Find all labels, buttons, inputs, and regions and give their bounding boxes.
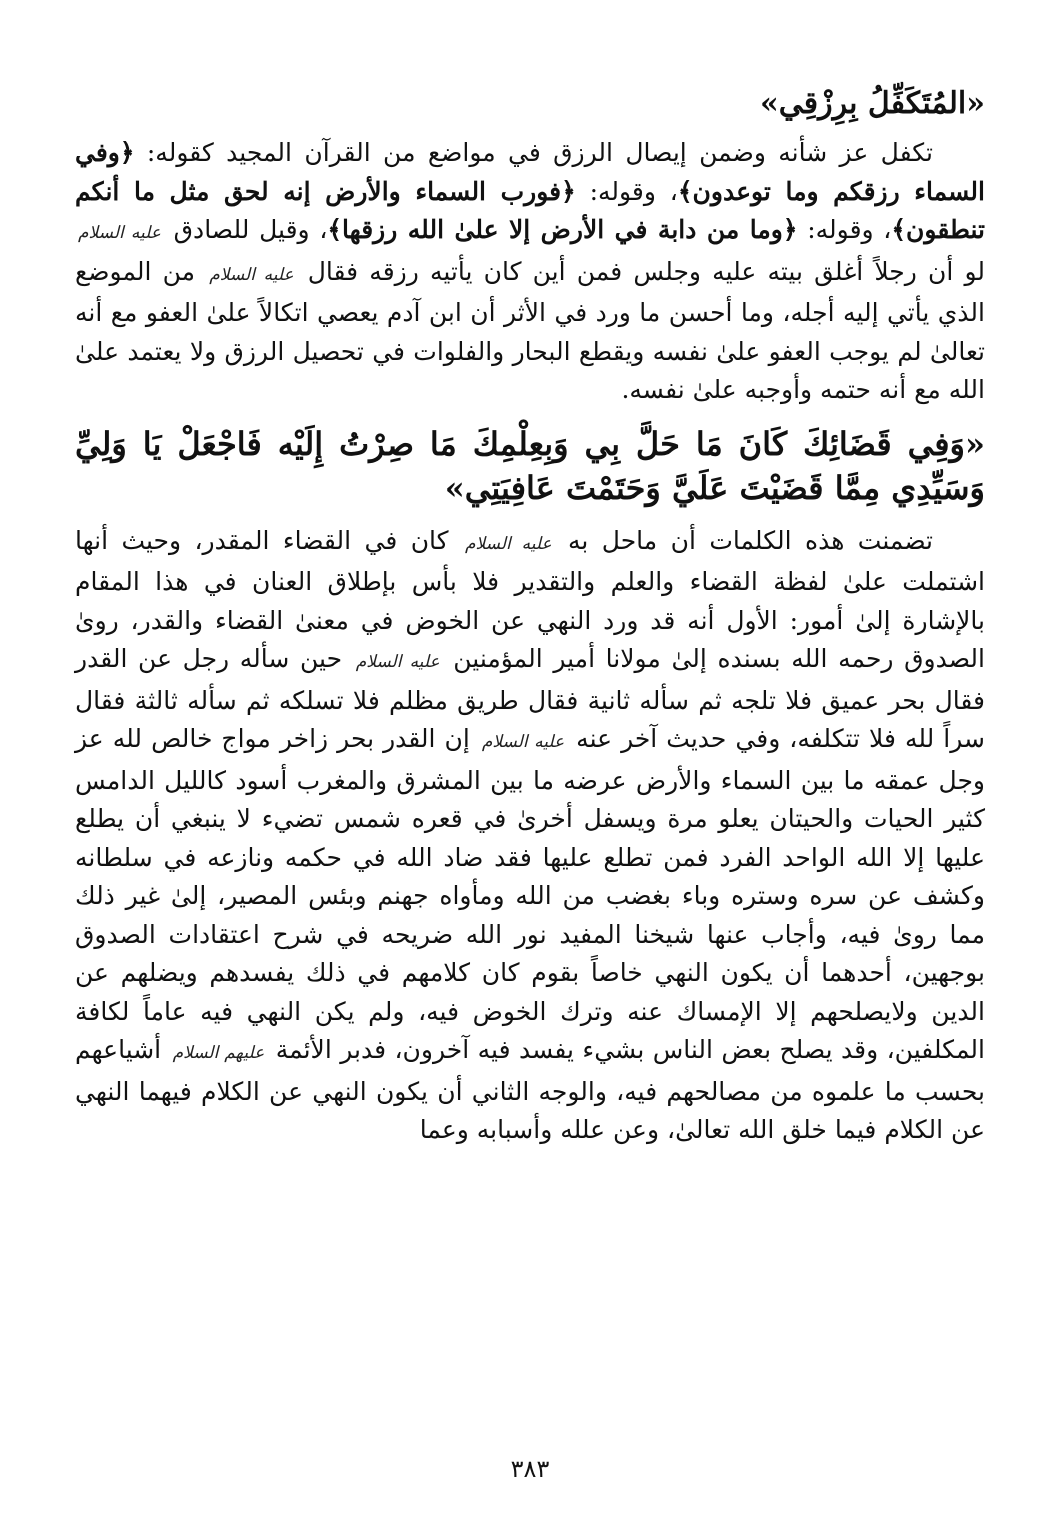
text-run: كان في القضاء المقدر، وحيث أنها اشتملت علىٰ لفظة القضاء والعلم والتقدير فلا بأس بإطلاق العنان في هذا المقام بالإشارة إلىٰ أمور: الأول أنه قد ورد النهي عن الخوض في معنىٰ القضاء والقدر، روىٰ الصدوق رحمه الله بسنده إلىٰ مولانا أمير المؤمنين	[75, 525, 985, 673]
text-run: ، وقوله:	[575, 176, 678, 206]
text-run: أشياعهم بحسب ما علموه من مصالحهم فيه، والوجه الثاني أن يكون النهي عن الكلام فيهما النهي عن الكلام فيما خلق الله تعالىٰ، وعن علله وأسبابه وعما	[75, 1035, 985, 1144]
text-run: إن القدر بحر زاخر مواج خالص لله عز وجل عمقه ما بين السماء والأرض عرضه ما بين المشرق والمغرب أسود كالليل الدامس كثير الحيات والحيتان يعلو مرة ويسفل أخرىٰ في قعره شمس تضيء لا ينبغي أن يطلع عليها إلا الله الواحد الفرد فمن تطلع عليها فقد ضاد الله في حكمه ونازعه في سلطانه وكشف عن سره وستره وباء بغضب من الله ومأواه جهنم وبئس المصير، إلىٰ غير ذلك مما روىٰ فيه، وأجاب عنها شيخنا المفيد نور الله ضريحه في شرح اعتقادات الصدوق بوجهين، أحدهما أن يكون النهي خاصاً بقوم كان كلامهم في ذلك يفسدهم ويضلهم عن الدين ولايصلحهم إلا الإمساك عنه وترك الخوض فيه، ولم يكن النهي فيه عاماً لكافة المكلفين، وقد يصلح بعض الناس بشيء يفسد فيه آخرون، فدبر الأئمة	[75, 724, 986, 1064]
text-run: ، وقوله:	[797, 215, 892, 244]
text-run: من الموضع الذي يأتي إليه أجله، وما أحسن ما ورد في الأثر أن ابن آدم يعصي اتكالاً علىٰ العفو مع أنه تعالىٰ لم يوجب العفو علىٰ نفسه ويقطع البحار والفلوات في تحصيل الرزق ولا يعتمد علىٰ الله مع أنه حتمه وأوجبه علىٰ نفسه.	[75, 256, 985, 404]
text-run: ، وقيل للصادق	[163, 215, 328, 244]
quran-quote: ﴿وما من دابة في الأرض إلا علىٰ الله رزقها﴾	[327, 215, 798, 244]
paragraph-rizq	[75, 134, 985, 410]
paragraph-qada-qadar	[75, 522, 985, 1150]
page-number: ٣٨٣	[510, 1455, 550, 1483]
honorific-mark: عليه السلام	[78, 223, 161, 243]
supplication-quote: «وَفِي قَضَائِكَ كَانَ مَا حَلَّ بِي وَبِعِلْمِكَ مَا صِرْتُ إِلَيْه فَاجْعَلْ يَا وَلِيِّ وَسَيِّدِي مِمَّا قَضَيْتَ عَلَيَّ وَحَتَمْتَ عَافِيَتِي»	[75, 424, 985, 507]
text-run: تكفل عز شأنه وضمن إيصال الرزق في مواضع من القرآن المجيد كقوله:	[134, 138, 933, 167]
honorific-mark: عليه السلام	[481, 732, 565, 752]
honorific-mark: عليه السلام	[355, 652, 440, 672]
text-run: تضمنت هذه الكلمات أن ماحل به	[554, 525, 933, 555]
quran-quote: ﴿فورب السماء والأرض إنه لحق مثل ما أنكم تنطقون﴾	[75, 176, 985, 244]
honorific-mark: عليهم السلام	[172, 1043, 265, 1063]
section-heading: «المُتَكَفِّلُ بِرِزْقِي»	[759, 86, 985, 121]
honorific-mark: عليه السلام	[209, 264, 294, 285]
text-run: لو أن رجلاً أغلق بيته عليه وجلس فمن أين كان يأتيه رزقه فقال	[296, 256, 985, 286]
quran-quote: ﴿وفي السماء رزقكم وما توعدون﴾	[75, 138, 985, 206]
text-run: حين سأله رجل عن القدر فقال بحر عميق فلا تلجه ثم سأله ثانية فقال طريق مظلم فلا تسلكه ثم سأله ثالثة فقال سراً لله فلا تتكلفه، وفي حديث آخر عنه	[75, 644, 985, 753]
honorific-mark: عليه السلام	[464, 533, 552, 554]
